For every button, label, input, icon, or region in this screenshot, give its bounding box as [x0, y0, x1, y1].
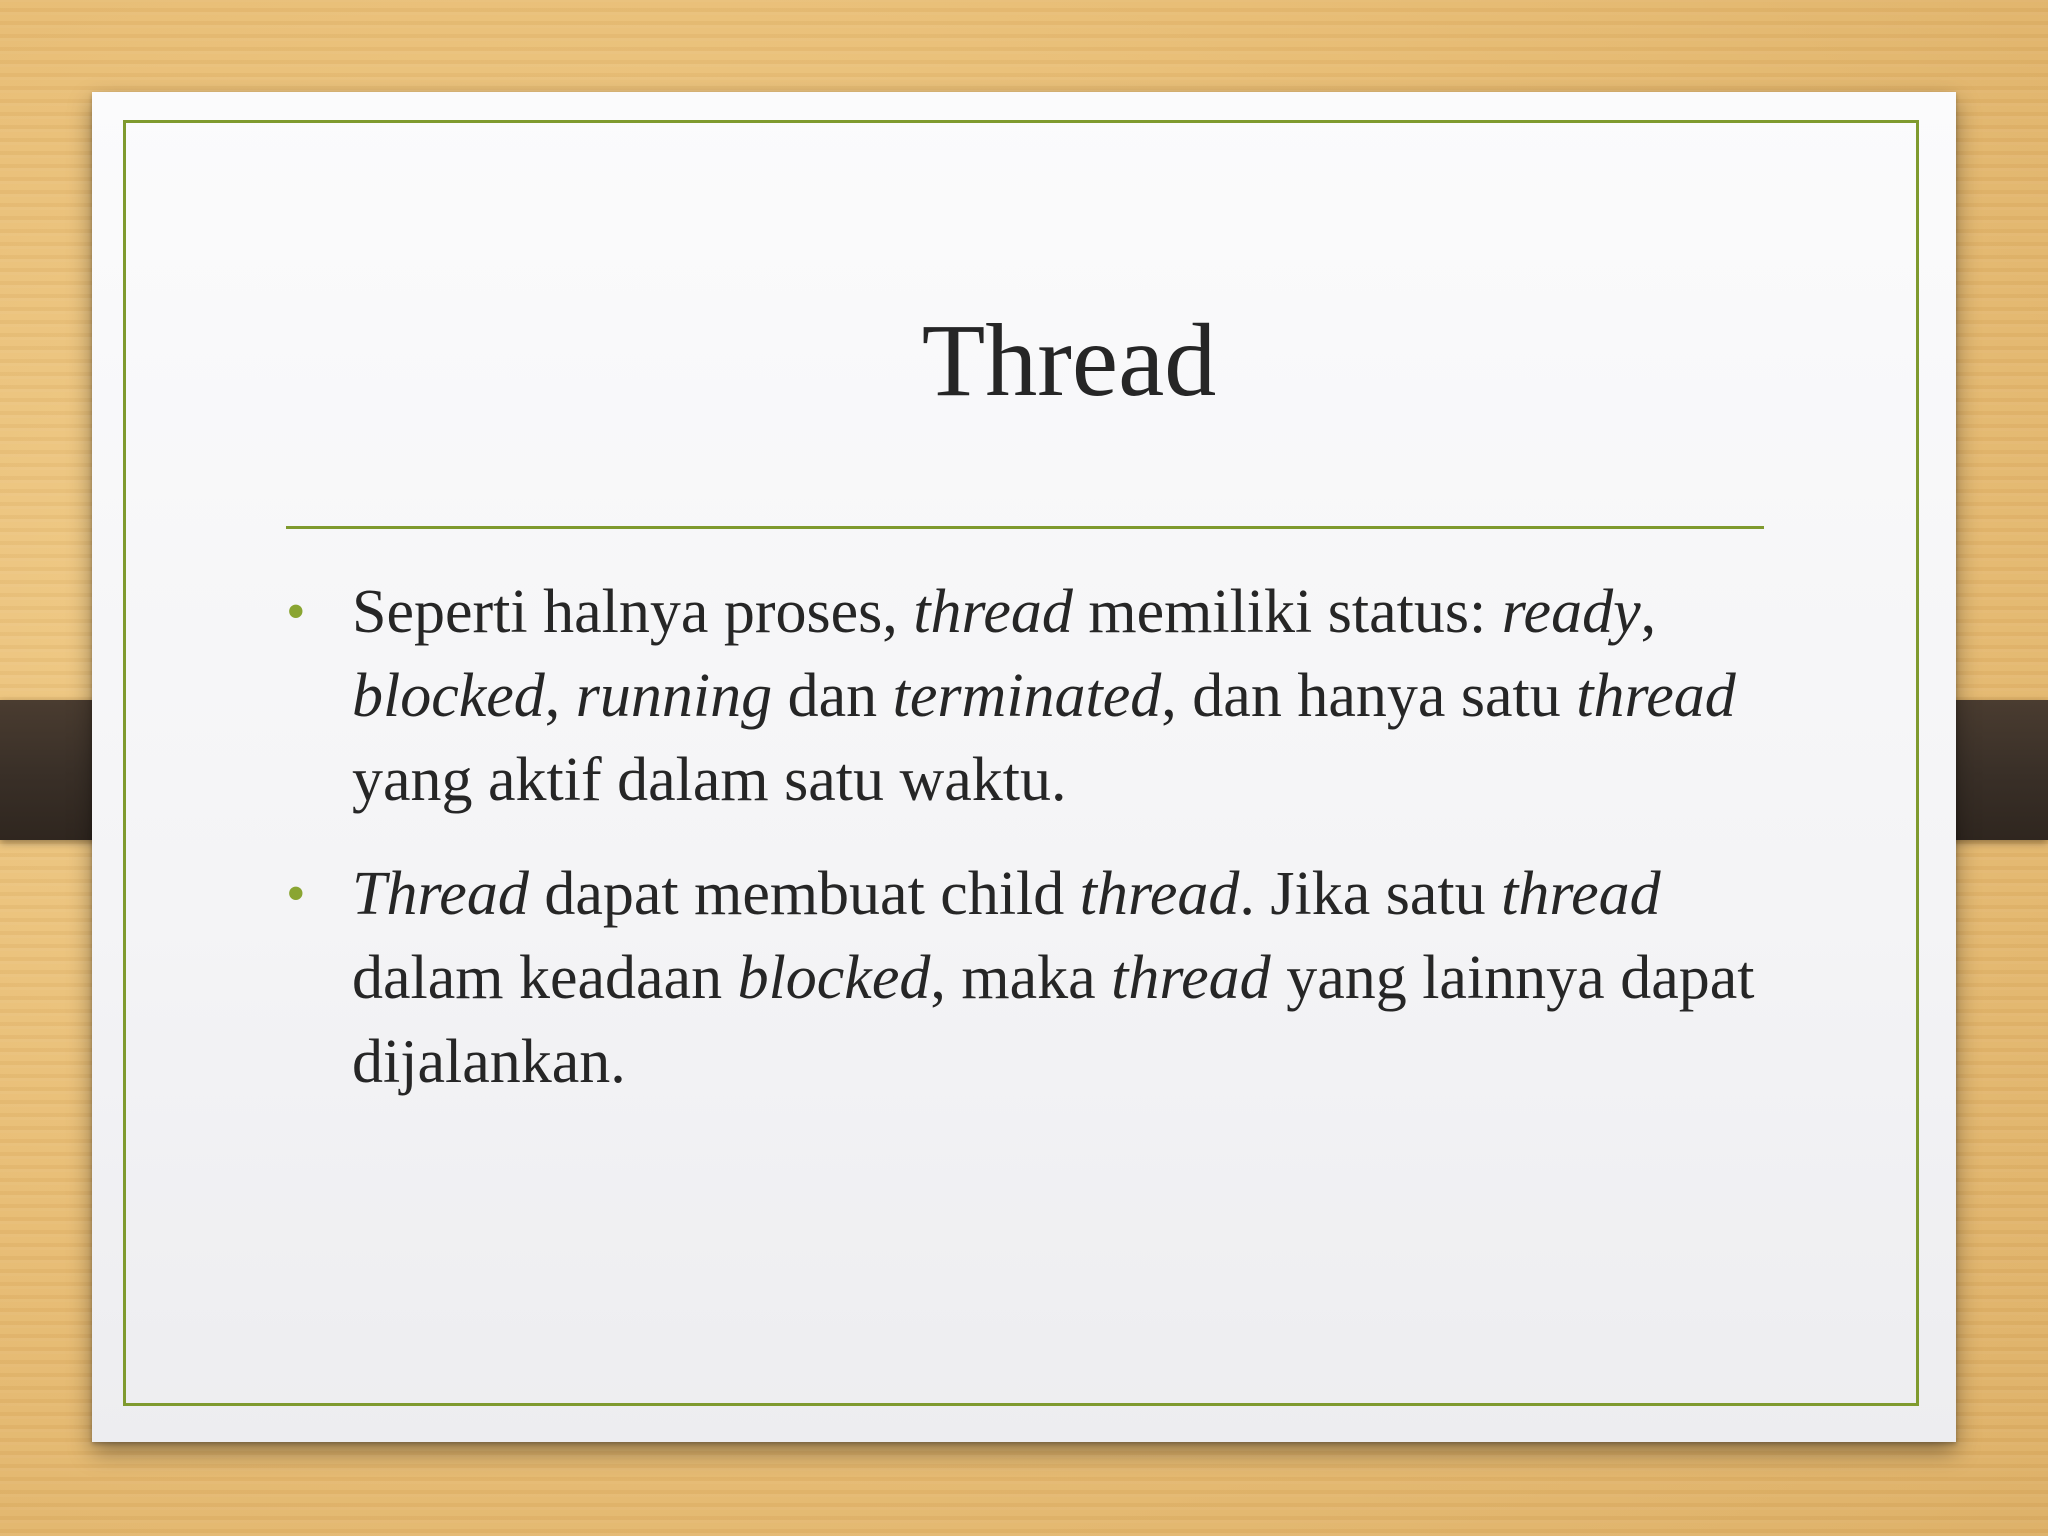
text-run: Seperti halnya proses,	[352, 578, 914, 646]
bullet-dot-icon: •	[286, 581, 306, 643]
text-run: . Jika satu	[1239, 860, 1502, 928]
italic-term: Thread	[352, 860, 529, 928]
italic-term: thread	[1111, 944, 1271, 1012]
bullet-item	[286, 570, 1786, 822]
text-run: ,	[544, 662, 576, 730]
text-run: yang aktif dalam satu waktu.	[352, 746, 1067, 814]
italic-term: blocked	[352, 662, 545, 730]
italic-term: thread	[1576, 662, 1736, 730]
text-run: yang lainnya dapat dijalankan.	[352, 944, 1755, 1096]
italic-term: terminated	[892, 662, 1162, 730]
italic-term: thread	[913, 578, 1073, 646]
bullet-dot-icon: •	[286, 863, 306, 925]
italic-term: thread	[1501, 860, 1661, 928]
italic-term: running	[575, 662, 773, 730]
text-run: dalam keadaan	[352, 944, 738, 1012]
slide-card	[92, 92, 1956, 1442]
bullet-text	[352, 578, 1736, 814]
text-run: ,	[1640, 578, 1657, 646]
text-run: dan	[772, 662, 893, 730]
text-run: dapat membuat child	[528, 860, 1080, 928]
bullet-list	[286, 570, 1786, 1134]
text-run: memiliki status:	[1072, 578, 1502, 646]
bullet-text	[352, 860, 1754, 1096]
bullet-item	[286, 852, 1786, 1104]
italic-term: ready	[1501, 578, 1641, 646]
text-run: , dan hanya satu	[1161, 662, 1577, 730]
italic-term: thread	[1079, 860, 1240, 928]
italic-term: blocked	[737, 944, 931, 1012]
text-run: , maka	[930, 944, 1112, 1012]
title-divider	[286, 526, 1764, 529]
slide-title: Thread	[921, 303, 1217, 418]
